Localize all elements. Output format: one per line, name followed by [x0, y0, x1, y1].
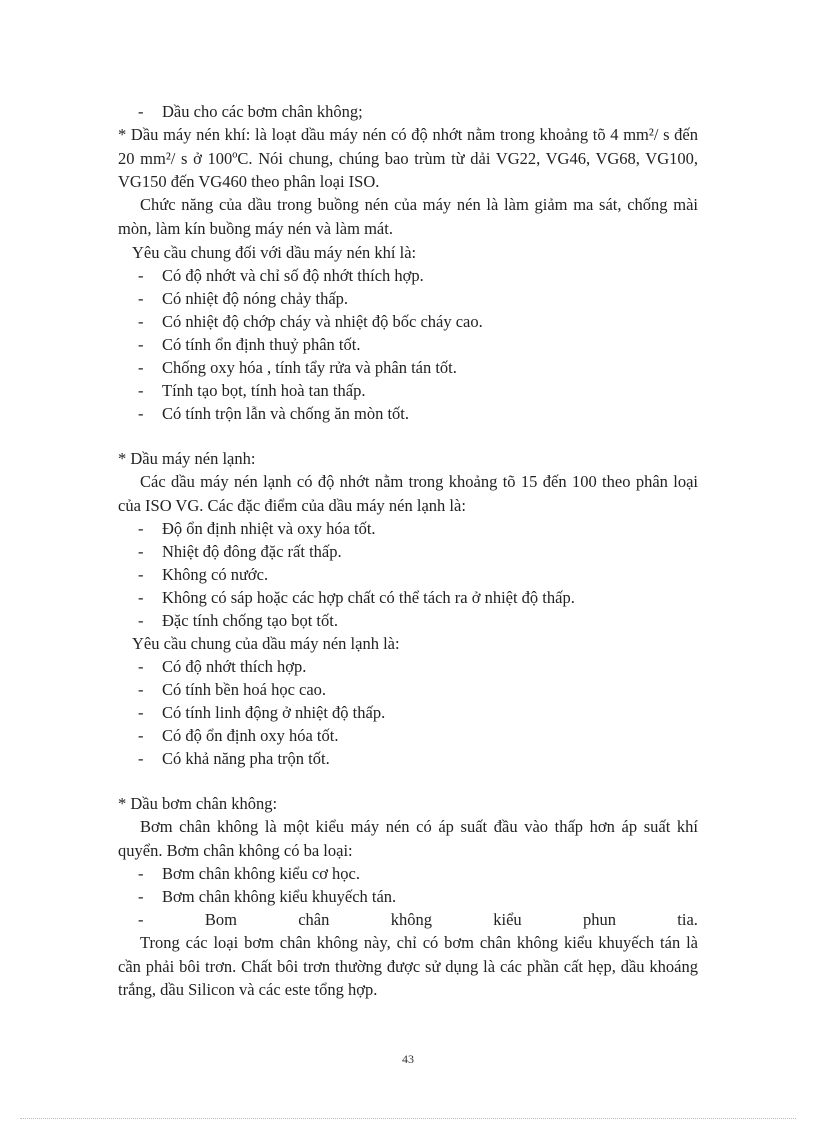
- word: không: [390, 910, 432, 929]
- bullet-dash: -: [138, 749, 144, 768]
- list-item-text: Có độ nhớt và chỉ số độ nhớt thích hợp.: [162, 266, 424, 285]
- list-item: [118, 402, 698, 425]
- list-item: [118, 724, 698, 747]
- bullet-dash: -: [138, 726, 144, 745]
- paragraph-vacuum-lubrication: Trong các loại bơm chân không này, chỉ có bơm chân không kiểu khuyếch tán là cần phải bôi trơn. Chất bôi trơn thường được sử dụng là các phần cất hẹp, dầu khoáng trắng, dầu Silicon và các este tổng hợp.: [118, 933, 698, 999]
- bullet-dash: -: [138, 887, 144, 906]
- bullet-dash: -: [138, 266, 144, 285]
- list-item-text: Không có nước.: [162, 565, 269, 584]
- list-item: [118, 100, 698, 123]
- bullet-dash: -: [138, 404, 144, 423]
- list-item-text: Bơm chân không kiểu khuyếch tán.: [162, 887, 397, 906]
- word: chân: [298, 910, 330, 929]
- bullet-dash: -: [138, 588, 144, 607]
- refrigeration-oil-features-list: [118, 517, 698, 632]
- bullet-dash: -: [138, 519, 144, 538]
- bullet-dash: -: [138, 335, 144, 354]
- list-item-text: Chống oxy hóa , tính tẩy rửa và phân tán tốt.: [162, 358, 457, 377]
- vacuum-pump-types-list: [118, 862, 698, 931]
- list-item-text: Có độ nhớt thích hợp.: [162, 657, 307, 676]
- list-item-text: Có độ ổn định oxy hóa tốt.: [162, 726, 339, 745]
- list-item: [118, 333, 698, 356]
- word: kiểu: [493, 910, 522, 929]
- list-item: [118, 356, 698, 379]
- bullet-dash: -: [138, 312, 144, 331]
- page-number: 43: [402, 1052, 414, 1066]
- list-item-text: Tính tạo bọt, tính hoà tan thấp.: [162, 381, 366, 400]
- list-item-text: Nhiệt độ đông đặc rất thấp.: [162, 542, 342, 561]
- section-heading-refrigeration-oil: * Dầu máy nén lạnh:: [118, 449, 256, 468]
- list-item: [118, 609, 698, 632]
- list-item: [118, 678, 698, 701]
- list-item-text: Có khả năng pha trộn tốt.: [162, 749, 330, 768]
- list-item-text: Không có sáp hoặc các hợp chất có thể tách ra ở nhiệt độ thấp.: [162, 588, 575, 607]
- list-item: [118, 517, 698, 540]
- refrigeration-oil-requirements-heading: Yêu cầu chung của dầu máy nén lạnh là:: [132, 634, 400, 653]
- list-item-text: Có tính linh động ở nhiệt độ thấp.: [162, 703, 386, 722]
- section-heading-vacuum-pump-oil: * Dầu bơm chân không:: [118, 794, 278, 813]
- list-item: [118, 586, 698, 609]
- list-item: [118, 287, 698, 310]
- air-oil-requirements-heading: Yêu cầu chung đối với dầu máy nén khí là:: [132, 243, 417, 262]
- air-oil-requirements-list: [118, 264, 698, 425]
- word: Bom: [204, 910, 237, 929]
- list-item: [118, 701, 698, 724]
- page-content: [118, 100, 698, 1002]
- bullet-dash: -: [138, 358, 144, 377]
- bullet-dash: -: [138, 611, 144, 630]
- bullet-dash: -: [138, 565, 144, 584]
- bullet-dash: -: [138, 657, 144, 676]
- paragraph-refrigeration-oil: Các dầu máy nén lạnh có độ nhớt nằm trong khoảng tõ 15 đến 100 theo phân loại của ISO VG. Các đặc điểm của dầu máy nén lạnh là:: [118, 472, 698, 515]
- list-item-text: Có nhiệt độ nóng chảy thấp.: [162, 289, 349, 308]
- list-item-text: Có nhiệt độ chớp cháy và nhiệt độ bốc cháy cao.: [162, 312, 483, 331]
- bullet-dash: -: [138, 381, 144, 400]
- list-item-text: Có tính ổn định thuỷ phân tốt.: [162, 335, 361, 354]
- list-item: [118, 885, 698, 908]
- list-item: [118, 747, 698, 770]
- bullet-dash: -: [138, 542, 144, 561]
- list-item: [118, 655, 698, 678]
- bullet-dash: -: [138, 910, 144, 929]
- list-item-text: Có tính bền hoá học cao.: [162, 680, 327, 699]
- list-item: [118, 563, 698, 586]
- refrigeration-oil-requirements-list: [118, 655, 698, 770]
- list-item-text: Có tính trộn lẫn và chống ăn mòn tốt.: [162, 404, 410, 423]
- list-item-text: Dầu cho các bơm chân không;: [162, 102, 363, 121]
- paragraph-vacuum-pump: Bơm chân không là một kiểu máy nén có áp suất đầu vào thấp hơn áp suất khí quyển. Bơm chân không có ba loại:: [118, 817, 698, 860]
- page-bottom-divider: [20, 1118, 796, 1119]
- list-item-text: Đặc tính chống tạo bọt tốt.: [162, 611, 338, 630]
- word: phun: [582, 910, 616, 929]
- list-item: [118, 862, 698, 885]
- bullet-dash: -: [138, 289, 144, 308]
- list-item-text: Độ ổn định nhiệt và oxy hóa tốt.: [162, 519, 376, 538]
- paragraph-oil-function: Chức năng của dầu trong buồng nén của máy nén là làm giảm ma sát, chống mài mòn, làm kín buồng máy nén và làm mát.: [118, 195, 698, 238]
- paragraph-air-compressor-oil: * Dầu máy nén khí: là loạt dầu máy nén có độ nhớt nằm trong khoảng tõ 4 mm²/ s đến 20 mm²/ s ở 100ºC. Nói chung, chúng bao trùm từ dải VG22, VG46, VG68, VG100, VG150 đến VG460 theo phân loại ISO.: [118, 125, 698, 191]
- list-item: [118, 540, 698, 563]
- list-item: [118, 908, 698, 931]
- bullet-dash: -: [138, 102, 144, 121]
- list-item: [118, 379, 698, 402]
- bullet-dash: -: [138, 680, 144, 699]
- bullet-dash: -: [138, 864, 144, 883]
- word: tia.: [677, 910, 698, 929]
- bullet-dash: -: [138, 703, 144, 722]
- list-item: [118, 264, 698, 287]
- list-item: [118, 310, 698, 333]
- list-item-text: Bơm chân không kiểu cơ học.: [162, 864, 360, 883]
